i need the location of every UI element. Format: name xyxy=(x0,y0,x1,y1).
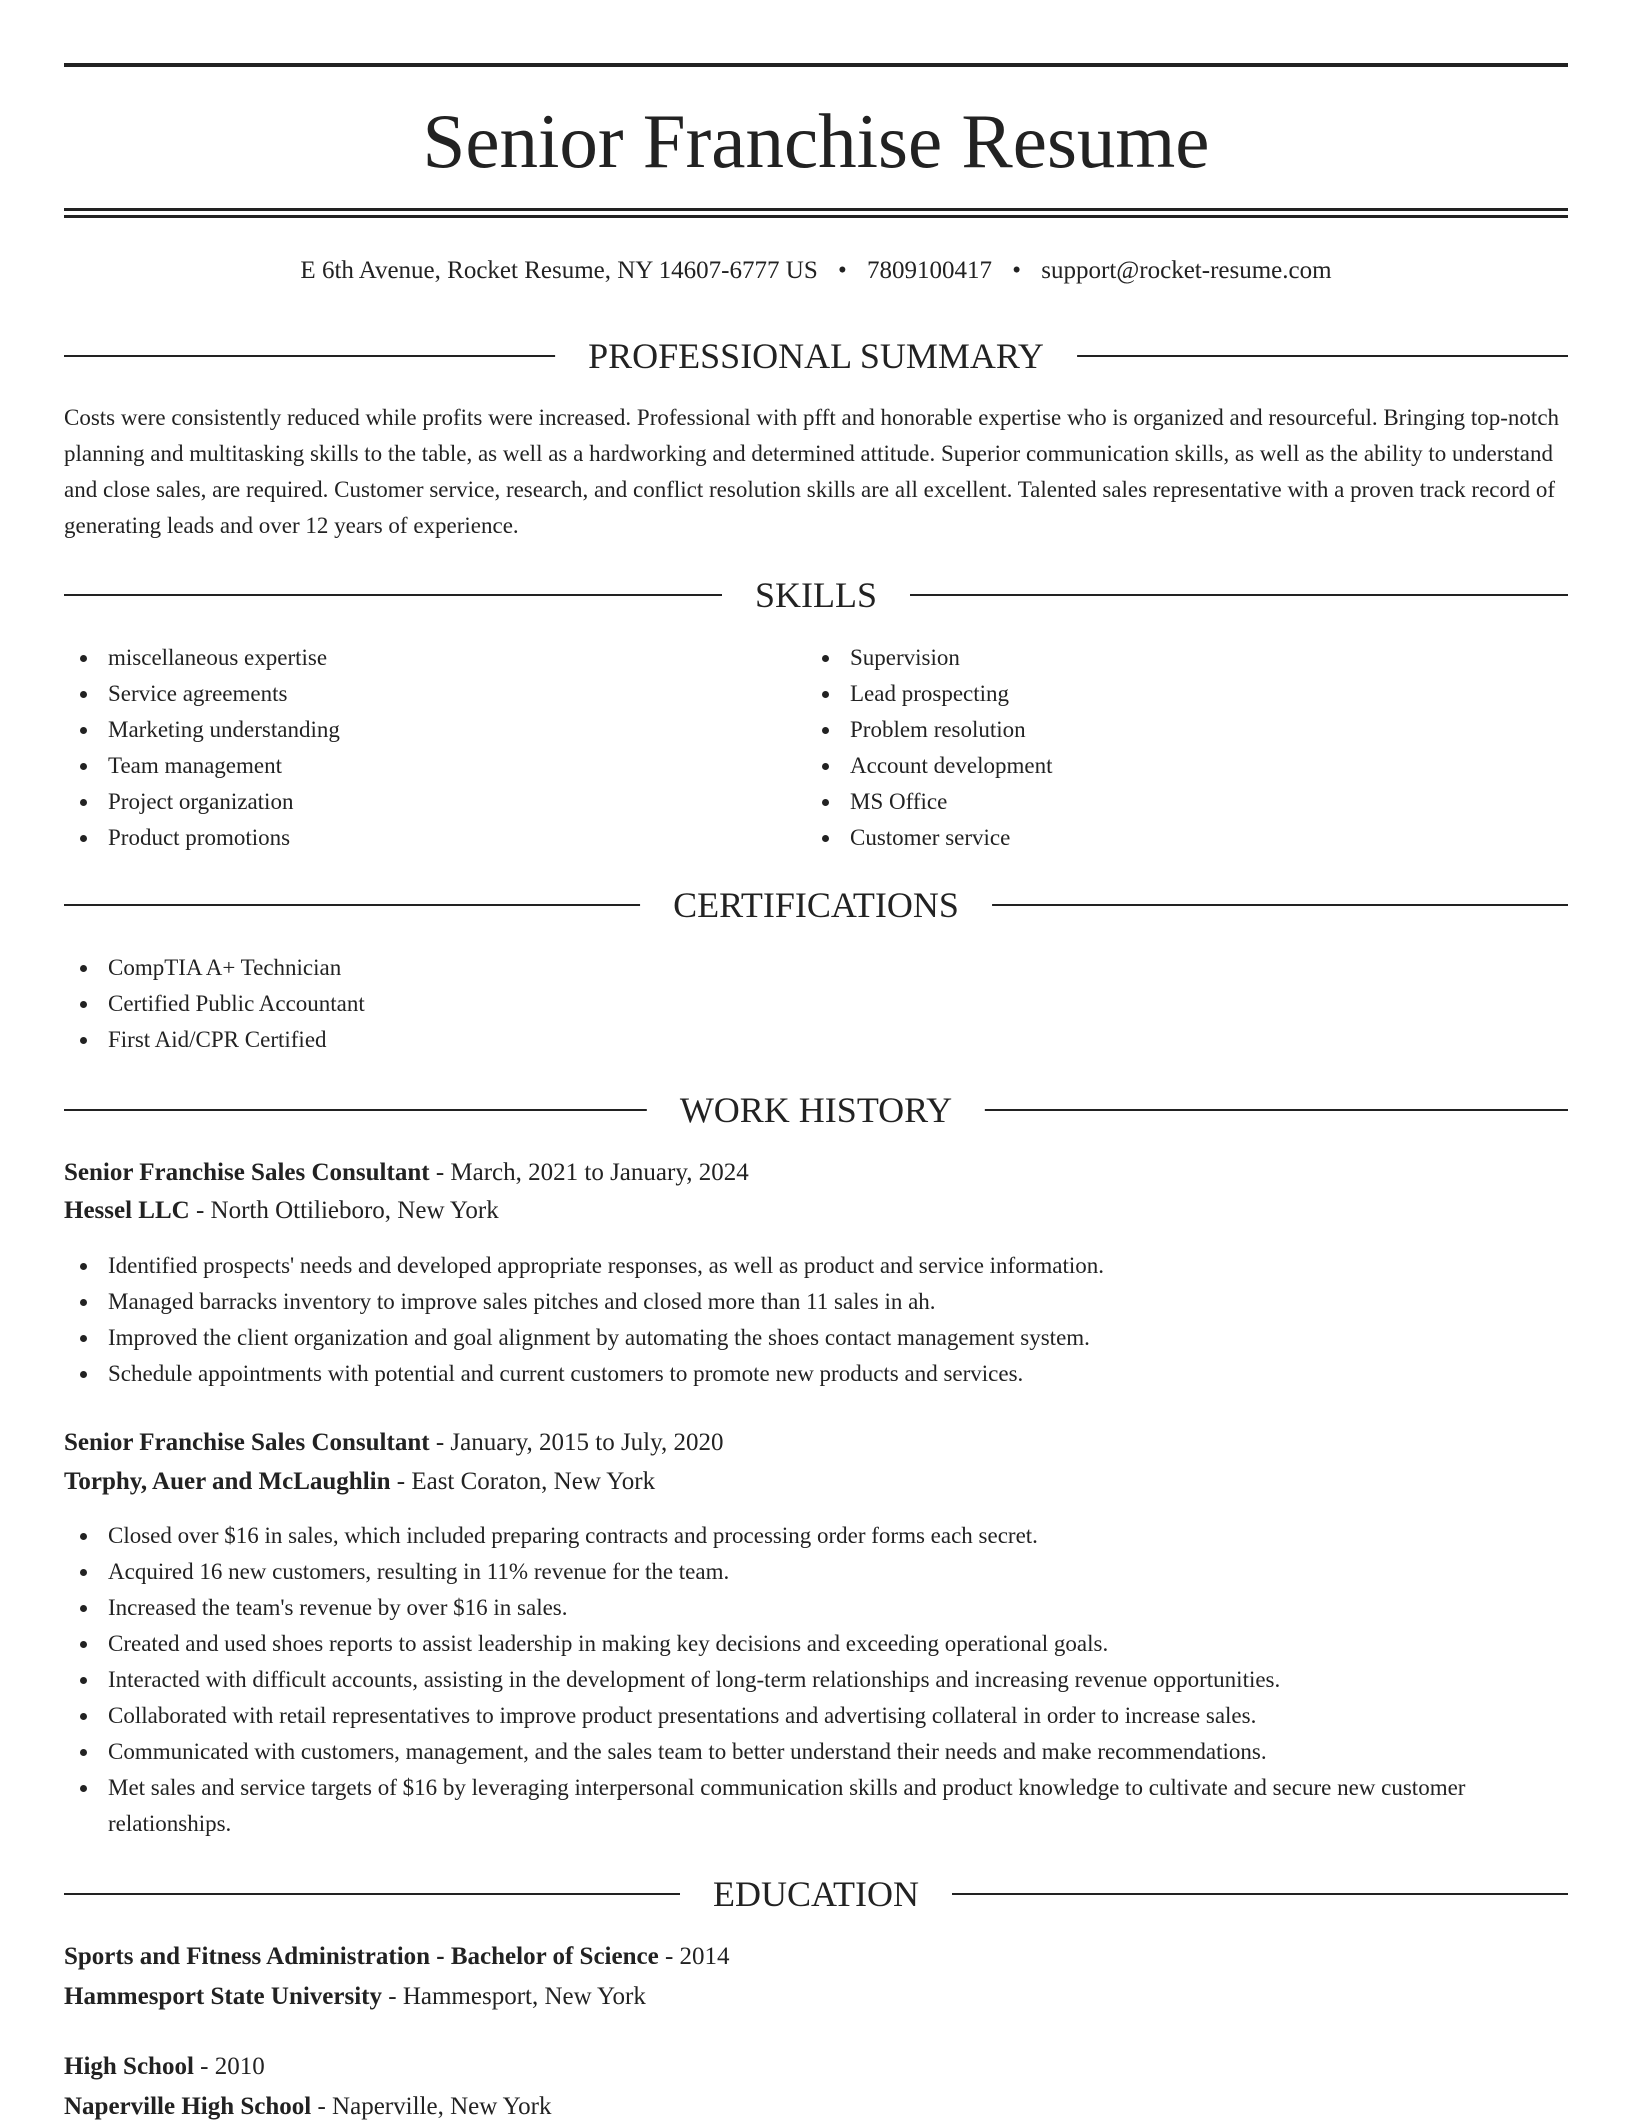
bullet-icon xyxy=(822,763,829,770)
skills-list-right xyxy=(806,640,1546,856)
job-dates: - March, 2021 to January, 2024 xyxy=(429,1159,749,1186)
job-duty xyxy=(64,1518,1568,1554)
job-duty xyxy=(64,1770,1568,1842)
bullet-icon xyxy=(80,1533,87,1540)
top-rule xyxy=(64,63,1568,67)
skill-text: MS Office xyxy=(850,789,948,814)
education-school-line xyxy=(64,2089,1568,2125)
education-location: - Naperville, New York xyxy=(311,2093,552,2120)
skill-text: Customer service xyxy=(850,825,1011,850)
job-duty-text: Increased the team's revenue by over $16 in sales. xyxy=(108,1595,568,1620)
education-school-line xyxy=(64,1979,1568,2015)
certification-text: CompTIA A+ Technician xyxy=(108,955,342,980)
job-duty xyxy=(64,1320,1568,1356)
job-location: - North Ottilieboro, New York xyxy=(189,1197,499,1224)
contact-separator: • xyxy=(837,257,847,284)
skill-item xyxy=(806,784,1546,820)
bullet-icon xyxy=(80,965,87,972)
skills-list-left xyxy=(64,640,804,856)
job-duty-text: Created and used shoes reports to assist leadership in making key decisions and exceeding operational goals. xyxy=(108,1631,1109,1656)
job-title-line xyxy=(64,1155,1568,1191)
bullet-icon xyxy=(822,727,829,734)
skill-text: Supervision xyxy=(850,645,960,670)
bullet-icon xyxy=(822,655,829,662)
job-duty xyxy=(64,1698,1568,1734)
job-duty-text: Identified prospects' needs and developed appropriate responses, as well as product and service information. xyxy=(108,1253,1105,1278)
bullet-icon xyxy=(822,835,829,842)
job-company: Torphy, Auer and McLaughlin xyxy=(64,1468,391,1495)
job-duties-list xyxy=(64,1518,1568,1842)
job-duty-text: Communicated with customers, management, and the sales team to better understand their needs and make recommendations. xyxy=(108,1739,1267,1764)
education-degree: Sports and Fitness Administration - Bachelor of Science xyxy=(64,1943,659,1970)
skill-item xyxy=(806,820,1546,856)
section-title: EDUCATION xyxy=(680,1871,952,1917)
job-duty-text: Interacted with difficult accounts, assisting in the development of long-term relationships and increasing revenue opportunities. xyxy=(108,1667,1281,1692)
bullet-icon xyxy=(80,1037,87,1044)
bullet-icon xyxy=(80,1569,87,1576)
section-header-work-history xyxy=(64,1087,1568,1133)
job-company-line xyxy=(64,1464,1568,1500)
contact-line xyxy=(64,255,1568,287)
skill-item xyxy=(64,820,804,856)
skill-item xyxy=(806,640,1546,676)
bullet-icon xyxy=(80,1299,87,1306)
bullet-icon xyxy=(822,799,829,806)
bullet-icon xyxy=(80,1677,87,1684)
job-duty xyxy=(64,1248,1568,1284)
job-title: Senior Franchise Sales Consultant xyxy=(64,1429,430,1456)
section-title: SKILLS xyxy=(722,572,910,618)
bullet-icon xyxy=(80,1605,87,1612)
job-title-line xyxy=(64,1425,1568,1461)
job-company: Hessel LLC xyxy=(64,1197,190,1224)
contact-address: E 6th Avenue, Rocket Resume, NY 14607-6777 US xyxy=(300,257,818,284)
contact-email: support@rocket-resume.com xyxy=(1041,257,1332,284)
job-duty-text: Collaborated with retail representatives to improve product presentations and advertising collateral in order to increase sales. xyxy=(108,1703,1257,1728)
job-duty-text: Improved the client organization and goal alignment by automating the shoes contact management system. xyxy=(108,1325,1090,1350)
education-school: Hammesport State University xyxy=(64,1983,382,2010)
education-year: - 2014 xyxy=(658,1943,730,1970)
skill-text: Project organization xyxy=(108,789,294,814)
job-company-line xyxy=(64,1193,1568,1229)
education-school: Naperville High School xyxy=(64,2093,312,2120)
certification-text: First Aid/CPR Certified xyxy=(108,1027,327,1052)
skill-text: Product promotions xyxy=(108,825,291,850)
certification-item xyxy=(64,986,1568,1022)
job-duty xyxy=(64,1734,1568,1770)
contact-phone: 7809100417 xyxy=(867,257,992,284)
job-dates: - January, 2015 to July, 2020 xyxy=(429,1429,724,1456)
education-degree-line xyxy=(64,1939,1568,1975)
section-header-summary xyxy=(64,333,1568,379)
education-location: - Hammesport, New York xyxy=(382,1983,646,2010)
job-duty xyxy=(64,1590,1568,1626)
section-title: CERTIFICATIONS xyxy=(640,882,992,928)
skill-text: Lead prospecting xyxy=(850,681,1010,706)
skill-item xyxy=(806,748,1546,784)
job-duty-text: Acquired 16 new customers, resulting in 11% revenue for the team. xyxy=(108,1559,730,1584)
bullet-icon xyxy=(80,799,87,806)
skill-item xyxy=(64,712,804,748)
certification-item xyxy=(64,950,1568,986)
bullet-icon xyxy=(80,691,87,698)
section-title: PROFESSIONAL SUMMARY xyxy=(555,333,1077,379)
skill-text: Problem resolution xyxy=(850,717,1026,742)
contact-separator: • xyxy=(1012,257,1022,284)
job-duty xyxy=(64,1662,1568,1698)
certification-text: Certified Public Accountant xyxy=(108,991,365,1016)
bullet-icon xyxy=(80,655,87,662)
skill-item xyxy=(806,676,1546,712)
job-duty xyxy=(64,1626,1568,1662)
education-degree: High School xyxy=(64,2053,194,2080)
job-duty xyxy=(64,1554,1568,1590)
resume-title: Senior Franchise Resume xyxy=(422,98,1210,184)
skill-text: miscellaneous expertise xyxy=(108,645,328,670)
skill-item xyxy=(64,676,804,712)
job-title: Senior Franchise Sales Consultant xyxy=(64,1159,430,1186)
bullet-icon xyxy=(822,691,829,698)
education-year: - 2010 xyxy=(193,2053,265,2080)
education-degree-line xyxy=(64,2049,1568,2085)
bullet-icon xyxy=(80,1713,87,1720)
job-duty xyxy=(64,1356,1568,1392)
bullet-icon xyxy=(80,727,87,734)
section-header-education xyxy=(64,1871,1568,1917)
skill-text: Account development xyxy=(850,753,1053,778)
certification-item xyxy=(64,1022,1568,1058)
skill-text: Service agreements xyxy=(108,681,288,706)
section-header-certifications xyxy=(64,882,1568,928)
skill-item xyxy=(806,712,1546,748)
job-location: - East Coraton, New York xyxy=(390,1468,656,1495)
skill-text: Team management xyxy=(108,753,283,778)
skill-item xyxy=(64,784,804,820)
job-duty xyxy=(64,1284,1568,1320)
job-duties-list xyxy=(64,1248,1568,1392)
section-header-skills xyxy=(64,572,1568,618)
job-duty-text: Managed barracks inventory to improve sales pitches and closed more than 11 sales in ah. xyxy=(108,1289,936,1314)
job-duty-text: Schedule appointments with potential and current customers to promote new products and services. xyxy=(108,1361,1024,1386)
bullet-icon xyxy=(80,1749,87,1756)
title-rule-lower xyxy=(64,215,1568,218)
job-duty-text: Closed over $16 in sales, which included preparing contracts and processing order forms each secret. xyxy=(108,1523,1038,1548)
skill-item xyxy=(64,748,804,784)
bullet-icon xyxy=(80,763,87,770)
skill-item xyxy=(64,640,804,676)
bullet-icon xyxy=(80,1335,87,1342)
job-duty-text: Met sales and service targets of $16 by leveraging interpersonal communication skills and product knowledge to cultivate and secure new customer relationships. xyxy=(108,1775,1466,1836)
bullet-icon xyxy=(80,1263,87,1270)
bullet-icon xyxy=(80,835,87,842)
bullet-icon xyxy=(80,1641,87,1648)
bullet-icon xyxy=(80,1371,87,1378)
certifications-list xyxy=(64,950,1568,1058)
summary-paragraph: Costs were consistently reduced while profits were increased. Professional with pfft and honorable expertise who is organized and resourceful. Bringing top-notch planning and multitasking skills to the table, as well as a hardworking and determined attitude. Superior communication skills, as well as the ability to understand and close sales, are required. Customer service, research, and conflict resolution skills are all excellent. Talented sales representative with a proven track record of generating leads and over 12 years of experience. xyxy=(64,405,1560,538)
skill-text: Marketing understanding xyxy=(108,717,340,742)
bullet-icon xyxy=(80,1785,87,1792)
title-rule-upper xyxy=(64,208,1568,211)
bullet-icon xyxy=(80,1001,87,1008)
section-title: WORK HISTORY xyxy=(647,1087,985,1133)
